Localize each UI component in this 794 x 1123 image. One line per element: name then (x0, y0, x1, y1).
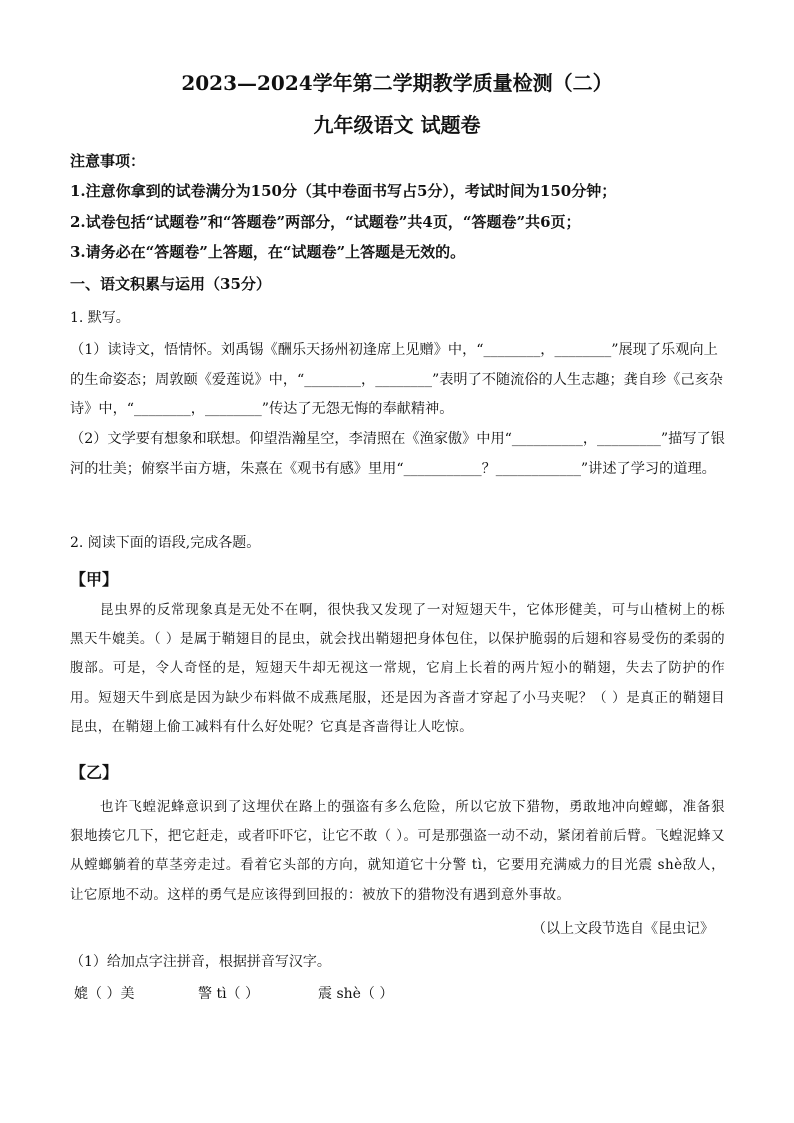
passage-yi-text: 也许飞蝗泥蜂意识到了这埋伏在路上的强盗有多么危险，所以它放下猎物，勇敢地冲向螳螂，准备狠狠地揍它几下，把它赶走，或者吓吓它，让它不敢（ ）。可是那强盗一动不动，紧闭着前后臂。飞蝗泥蜂又从螳螂躺着的草茎旁走过。看着它头部的方向，就知道它十分警 tì，它要用充满威力的目光震 shè敌人，让它原地不动。这样的勇气是应该得到回报的：被放下的猎物没有遇到意外事故。 (70, 799, 725, 903)
notes-heading: 注意事项： (70, 152, 146, 170)
pinyin-item-a: 媲（ ）美 (74, 986, 135, 1002)
passage-jia-tag: 【甲】 (70, 570, 119, 589)
passage-source: （以上文段节选自《昆虫记》 (532, 921, 714, 937)
passage-jia-text: 昆虫界的反常现象真是无处不在啊，很快我又发现了一对短翅天牛，它体形健美，可与山楂树上的栎黑天牛媲美。（ ）是属于鞘翅目的昆虫，就会找出鞘翅把身体包住，以保护脆弱的后翅和容易受伤的柔弱的腹部。可是，令人奇怪的是，短翅天牛却无视这一常规，它肩上长着的两片短小的鞘翅，失去了防护的作用。短翅天牛到底是因为缺少布料做不成燕尾服，还是因为吝啬才穿起了小马夹呢？（ ）是真正的鞘翅目昆虫，在鞘翅上偷工减料有什么好处呢？它真是吝啬得让人吃惊。 (70, 602, 725, 735)
section-heading: 一、语文积累与运用（35分） (70, 275, 271, 293)
subquestion-1-label: （1）给加点字注拼音，根据拼音写汉字。 (70, 954, 331, 970)
note-item-2: 2.试卷包括“试题卷”和“答题卷”两部分，“试题卷”共4页，“答题卷”共6页； (70, 213, 581, 231)
exam-subtitle: 九年级语文 试题卷 (313, 113, 481, 137)
pinyin-item-b: 警 tì（ ） (198, 986, 260, 1002)
question-2-label: 2. 阅读下面的语段,完成各题。 (70, 535, 261, 551)
note-item-3: 3.请务必在“答题卷”上答题，在“试题卷”上答题是无效的。 (70, 243, 466, 261)
passage-yi-tag: 【乙】 (70, 763, 119, 782)
pinyin-item-c: 震 shè（ ） (318, 986, 394, 1002)
note-item-1: 1.注意你拿到的试卷满分为150分（其中卷面书写占5分），考试时间为150分钟； (70, 182, 617, 200)
question-1-part-1: （1）读诗文，悟情怀。刘禹锡《酬乐天扬州初逢席上见赠》中，“________，________”展现了乐观向上的生命姿态；周敦颐《爱莲说》中，“________，________”表明了不随流俗的人生志趣；龚自珍《己亥杂诗》中，“________，________”传达了无怨无悔的奉献精神。 (70, 342, 723, 417)
exam-title: 2023—2024学年第二学期教学质量检测（二） (181, 71, 613, 95)
question-1-part-2: （2）文学要有想象和联想。仰望浩瀚星空，李清照在《渔家傲》中用“__________，_________”描写了银河的壮美；俯察半亩方塘，朱熹在《观书有感》里用“___________？____________”讲述了学习的道理。 (70, 431, 725, 477)
question-1-label: 1. 默写。 (70, 310, 130, 326)
